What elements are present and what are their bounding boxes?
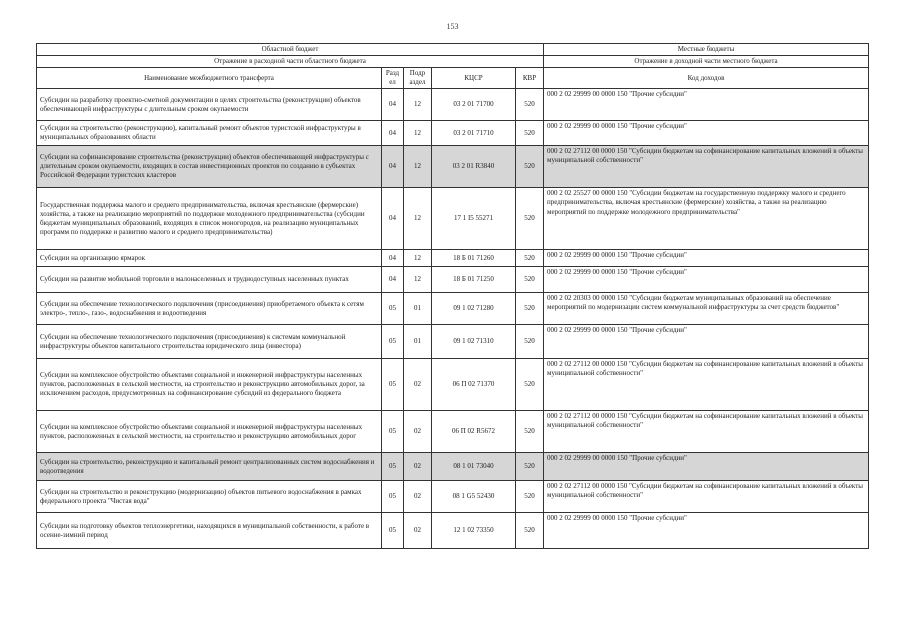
table-row (37, 325, 869, 359)
row-kvr: 520 (516, 513, 544, 549)
row-kcsr: 12 1 02 73350 (432, 513, 516, 549)
row-podr: 02 (404, 481, 432, 513)
row-name: Субсидии на софинансирование строительства (реконструкции) объектов обеспечивающей инфраструктуры с длительным сроком окупаемости, входящих в состав инвестиционных проектов по созданию в субъектах Российской Федерации туристских кластеров (37, 146, 382, 188)
row-name: Субсидии на разработку проектно-сметной документации в целях строительства (реконструкции) объектов обеспечивающей инфраструктуры с длительным сроком окупаемости (37, 89, 382, 121)
row-name: Субсидии на обеспечение технологического подключения (присоединения) к системам коммунальной инфраструктуры объектов капитального строительства юридического лица (инвестора) (37, 325, 382, 359)
row-kvr: 520 (516, 359, 544, 411)
table-row (37, 267, 869, 293)
row-name: Субсидии на строительство, реконструкцию и капитальный ремонт централизованных систем водоснабжения и водоотведения (37, 453, 382, 481)
row-kvr: 520 (516, 188, 544, 250)
row-kcsr: 09 1 02 71280 (432, 293, 516, 325)
row-kcsr: 03 2 01 71700 (432, 89, 516, 121)
row-kcsr: 08 1 01 73040 (432, 453, 516, 481)
col-income-code-header: Код доходов (544, 68, 869, 89)
row-name: Государственная поддержка малого и среднего предпринимательства, включая крестьянские (фермерские) хозяйства, а также на реализацию мероприятий по поддержке молодежного предпринимательства (субсидии бюджетам муниципальных образований, входящих в список моногородов, на реализацию муниципальных программ по поддержке и развитию малого и среднего предпринимательства) (37, 188, 382, 250)
local-income-header: Отражение в доходной части местного бюджета (544, 56, 869, 68)
row-kvr: 520 (516, 121, 544, 146)
table-row (37, 513, 869, 549)
row-income-code: 000 2 02 27112 00 0000 150 "Субсидии бюджетам на софинансирование капитальных вложений в объекты муниципальной собственности" (544, 359, 869, 411)
row-razd: 05 (382, 411, 404, 453)
row-podr: 12 (404, 188, 432, 250)
row-podr: 02 (404, 453, 432, 481)
table-row (37, 453, 869, 481)
row-podr: 02 (404, 411, 432, 453)
row-razd: 05 (382, 359, 404, 411)
row-income-code: 000 2 02 25527 00 0000 150 "Субсидии бюджетам на государственную поддержку малого и среднего предпринимательства, включая крестьянские (фермерские) хозяйства, а также на реализацию мероприятий по поддержке молодежного предпринимательства" (544, 188, 869, 250)
row-kvr: 520 (516, 293, 544, 325)
row-name: Субсидии на строительство (реконструкцию), капитальный ремонт объектов туристской инфраструктуры в муниципальных образованиях области (37, 121, 382, 146)
row-razd: 04 (382, 250, 404, 267)
row-income-code: 000 2 02 27112 00 0000 150 "Субсидии бюджетам на софинансирование капитальных вложений в объекты муниципальной собственности" (544, 411, 869, 453)
col-name-header: Наименование межбюджетного трансферта (37, 68, 382, 89)
row-razd: 05 (382, 513, 404, 549)
row-razd: 04 (382, 121, 404, 146)
row-podr: 12 (404, 146, 432, 188)
row-name: Субсидии на строительство и реконструкцию (модернизацию) объектов питьевого водоснабжения в рамках федерального проекта "Чистая вода" (37, 481, 382, 513)
row-razd: 05 (382, 481, 404, 513)
row-income-code: 000 2 02 29999 00 0000 150 "Прочие субсидии" (544, 325, 869, 359)
table-row (37, 188, 869, 250)
row-podr: 12 (404, 121, 432, 146)
row-kvr: 520 (516, 411, 544, 453)
col-kcsr-header: КЦСР (432, 68, 516, 89)
row-razd: 05 (382, 325, 404, 359)
table-row (37, 146, 869, 188)
regional-budget-header: Областной бюджет (37, 44, 544, 56)
row-razd: 04 (382, 267, 404, 293)
row-kvr: 520 (516, 89, 544, 121)
col-kvr-header: КВР (516, 68, 544, 89)
row-name: Субсидии на комплексное обустройство объектами социальной и инженерной инфраструктуры населенных пунктов, расположенных в сельской местности, на строительство и реконструкцию автомобильных дорог (37, 411, 382, 453)
row-income-code: 000 2 02 29999 00 0000 150 "Прочие субсидии" (544, 121, 869, 146)
table-row (37, 293, 869, 325)
budget-table (36, 43, 869, 549)
row-podr: 02 (404, 359, 432, 411)
row-kcsr: 18 Б 01 71260 (432, 250, 516, 267)
row-kcsr: 06 П 02 R5672 (432, 411, 516, 453)
row-name: Субсидии на обеспечение технологического подключения (присоединения) приобретаемого объекта к сетям электро-, тепло-, газо-, водоснабжения и водоотведения (37, 293, 382, 325)
row-podr: 12 (404, 89, 432, 121)
row-podr: 12 (404, 267, 432, 293)
regional-expense-header: Отражение в расходной части областного бюджета (37, 56, 544, 68)
row-kvr: 520 (516, 453, 544, 481)
row-income-code: 000 2 02 27112 00 0000 150 "Субсидии бюджетам на софинансирование капитальных вложений в объекты муниципальной собственности" (544, 146, 869, 188)
row-kcsr: 03 2 01 R3840 (432, 146, 516, 188)
col-razd-header: Разд ел (382, 68, 404, 89)
table-row (37, 481, 869, 513)
row-podr: 02 (404, 513, 432, 549)
row-razd: 04 (382, 89, 404, 121)
table-row (37, 121, 869, 146)
row-name: Субсидии на комплексное обустройство объектами социальной и инженерной инфраструктуры населенных пунктов, расположенных в сельской местности, на строительство и реконструкцию автомобильных дорог, за исключением расходов, предусмотренных на софинансирование субсидий из федерального бюджета (37, 359, 382, 411)
row-name: Субсидии на подготовку объектов теплоэнергетики, находящихся в муниципальной собственности, к работе в осенне-зимний период (37, 513, 382, 549)
row-razd: 05 (382, 293, 404, 325)
row-razd: 04 (382, 146, 404, 188)
row-kvr: 520 (516, 481, 544, 513)
row-income-code: 000 2 02 29999 00 0000 150 "Прочие субсидии" (544, 513, 869, 549)
row-income-code: 000 2 02 29999 00 0000 150 "Прочие субсидии" (544, 89, 869, 121)
row-razd: 05 (382, 453, 404, 481)
row-kvr: 520 (516, 325, 544, 359)
row-kvr: 520 (516, 146, 544, 188)
row-kcsr: 18 Б 01 71250 (432, 267, 516, 293)
row-podr: 12 (404, 250, 432, 267)
row-name: Субсидии на развитие мобильной торговли в малонаселенных и труднодоступных населенных пунктах (37, 267, 382, 293)
row-razd: 04 (382, 188, 404, 250)
row-income-code: 000 2 02 20303 00 0000 150 "Субсидии бюджетам муниципальных образований на обеспечение мероприятий по модернизации систем коммунальной инфраструктуры за счет средств бюджетов" (544, 293, 869, 325)
row-income-code: 000 2 02 29999 00 0000 150 "Прочие субсидии" (544, 453, 869, 481)
row-income-code: 000 2 02 29999 00 0000 150 "Прочие субсидии" (544, 250, 869, 267)
local-budgets-header: Местные бюджеты (544, 44, 869, 56)
table-row (37, 411, 869, 453)
page-number: 153 (446, 22, 459, 31)
row-name: Субсидии на организацию ярмарок (37, 250, 382, 267)
row-kvr: 520 (516, 267, 544, 293)
table-row (37, 250, 869, 267)
row-kcsr: 06 П 02 71370 (432, 359, 516, 411)
row-podr: 01 (404, 293, 432, 325)
row-kvr: 520 (516, 250, 544, 267)
col-podr-header: Подр аздел (404, 68, 432, 89)
row-kcsr: 03 2 01 71710 (432, 121, 516, 146)
row-kcsr: 08 1 G5 52430 (432, 481, 516, 513)
row-kcsr: 17 1 I5 55271 (432, 188, 516, 250)
row-kcsr: 09 1 02 71310 (432, 325, 516, 359)
row-podr: 01 (404, 325, 432, 359)
table-row (37, 359, 869, 411)
row-income-code: 000 2 02 29999 00 0000 150 "Прочие субсидии" (544, 267, 869, 293)
row-income-code: 000 2 02 27112 00 0000 150 "Субсидии бюджетам на софинансирование капитальных вложений в объекты муниципальной собственности" (544, 481, 869, 513)
table-row (37, 89, 869, 121)
